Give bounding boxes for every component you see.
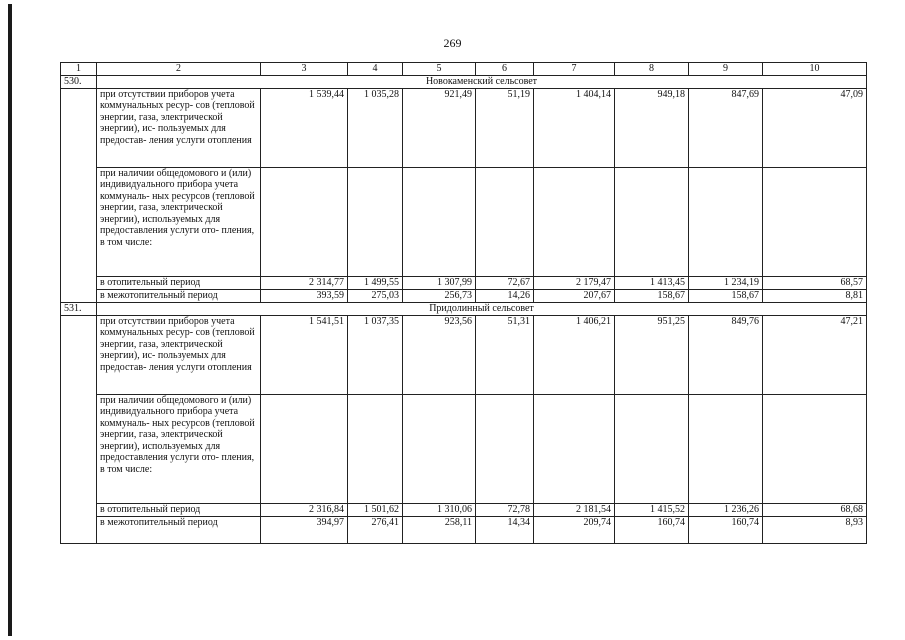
section-name: Новокаменский сельсовет [97,75,867,88]
row-label: при наличии общедомового и (или) индивидуального прибора учета коммуналь- ных ресурсов (тепловой энергии, газа, электрической энергии), используемых для предоставления услуги ото- пления, в том числе: [97,167,261,276]
value-cell: 1 415,52 [615,503,689,516]
header-cell: 6 [476,63,534,76]
header-cell: 7 [534,63,615,76]
header-cell: 4 [348,63,403,76]
value-cell: 1 499,55 [348,276,403,289]
page-number: 269 [443,36,462,50]
header-cell: 8 [615,63,689,76]
value-cell [348,167,403,276]
row-number-cell [61,315,97,543]
value-cell: 2 181,54 [534,503,615,516]
table-row [61,167,867,276]
value-cell: 923,56 [403,315,476,394]
value-cell: 51,19 [476,88,534,167]
row-label: в межотопительный период [97,289,261,302]
value-cell [476,394,534,503]
table-row [61,503,867,516]
value-cell: 276,41 [348,516,403,543]
value-cell: 160,74 [689,516,763,543]
value-cell [534,167,615,276]
value-cell: 158,67 [615,289,689,302]
value-cell: 2 314,77 [261,276,348,289]
value-cell [763,394,867,503]
value-cell [348,394,403,503]
value-cell [403,167,476,276]
value-cell: 394,97 [261,516,348,543]
value-cell: 14,26 [476,289,534,302]
header-cell: 3 [261,63,348,76]
value-cell: 68,68 [763,503,867,516]
value-cell: 158,67 [689,289,763,302]
value-cell: 849,76 [689,315,763,394]
row-number-cell [61,88,97,302]
row-label: при наличии общедомового и (или) индивидуального прибора учета коммуналь- ных ресурсов (тепловой энергии, газа, электрической энергии), используемых для предоставления услуги ото- пления, в том числе: [97,394,261,503]
value-cell [261,394,348,503]
table-row [61,315,867,394]
value-cell: 1 035,28 [348,88,403,167]
value-cell: 949,18 [615,88,689,167]
value-cell: 1 037,35 [348,315,403,394]
value-cell: 8,93 [763,516,867,543]
section-row [61,302,867,315]
row-label: при отсутствии приборов учета коммунальных ресур- сов (тепловой энергии, газа, электрической энергии), ис- пользуемых для предостав- ления услуги отопления [97,88,261,167]
value-cell: 8,81 [763,289,867,302]
value-cell: 47,09 [763,88,867,167]
value-cell: 951,25 [615,315,689,394]
value-cell: 72,67 [476,276,534,289]
value-cell: 258,11 [403,516,476,543]
header-cell: 10 [763,63,867,76]
value-cell: 47,21 [763,315,867,394]
value-cell: 275,03 [348,289,403,302]
value-cell [615,167,689,276]
value-cell: 1 406,21 [534,315,615,394]
tariff-table [60,62,867,544]
table-row [61,276,867,289]
value-cell [261,167,348,276]
table-row [61,88,867,167]
value-cell: 72,78 [476,503,534,516]
value-cell [476,167,534,276]
value-cell: 847,69 [689,88,763,167]
header-cell: 1 [61,63,97,76]
row-label: в межотопительный период [97,516,261,543]
value-cell: 1 539,44 [261,88,348,167]
header-cell: 5 [403,63,476,76]
value-cell: 2 316,84 [261,503,348,516]
table-row [61,289,867,302]
value-cell: 921,49 [403,88,476,167]
header-cell: 9 [689,63,763,76]
value-cell: 209,74 [534,516,615,543]
value-cell [615,394,689,503]
value-cell: 1 307,99 [403,276,476,289]
value-cell: 2 179,47 [534,276,615,289]
row-label: при отсутствии приборов учета коммунальных ресур- сов (тепловой энергии, газа, электрической энергии), ис- пользуемых для предостав- ления услуги отопления [97,315,261,394]
value-cell [763,167,867,276]
value-cell: 1 236,26 [689,503,763,516]
value-cell: 160,74 [615,516,689,543]
value-cell: 1 413,45 [615,276,689,289]
value-cell: 1 310,06 [403,503,476,516]
value-cell: 1 404,14 [534,88,615,167]
value-cell: 256,73 [403,289,476,302]
row-label: в отопительный период [97,276,261,289]
section-name: Придолинный сельсовет [97,302,867,315]
value-cell: 51,31 [476,315,534,394]
value-cell: 1 541,51 [261,315,348,394]
value-cell [534,394,615,503]
value-cell: 68,57 [763,276,867,289]
header-row [61,63,867,76]
section-number: 530. [61,75,97,88]
table-row [61,394,867,503]
value-cell: 1 234,19 [689,276,763,289]
section-row [61,75,867,88]
table-row [61,516,867,543]
value-cell: 393,59 [261,289,348,302]
row-label: в отопительный период [97,503,261,516]
value-cell: 207,67 [534,289,615,302]
header-cell: 2 [97,63,261,76]
scan-left-edge [8,4,12,636]
value-cell [689,167,763,276]
value-cell: 1 501,62 [348,503,403,516]
value-cell: 14,34 [476,516,534,543]
value-cell [403,394,476,503]
section-number: 531. [61,302,97,315]
value-cell [689,394,763,503]
